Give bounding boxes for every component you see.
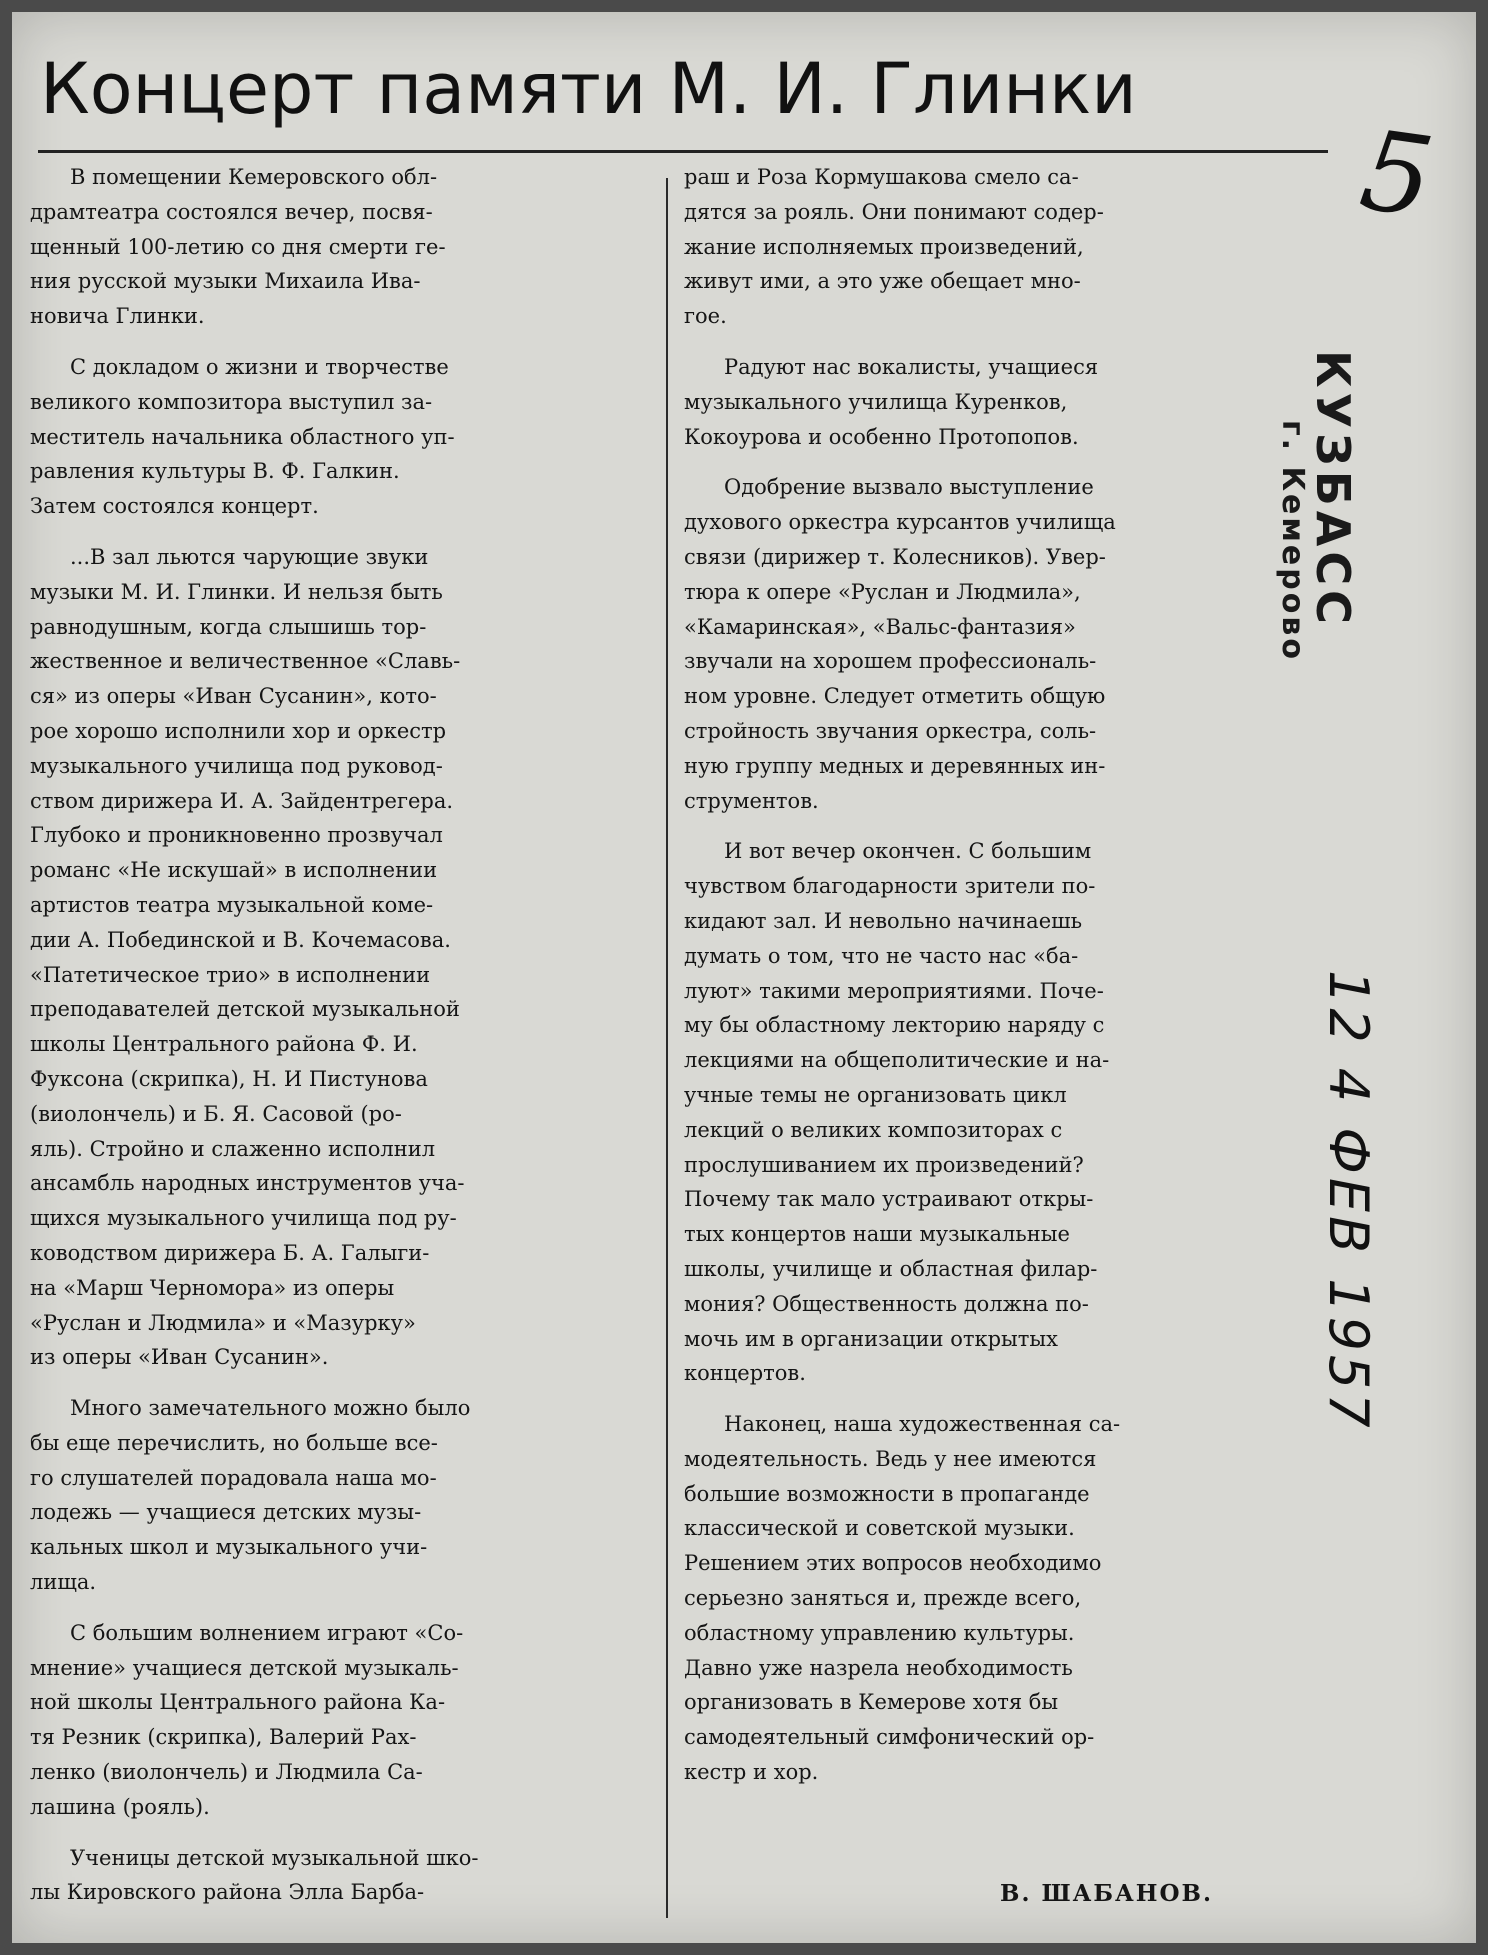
article-line: преподавателей детской музыкальной [30,997,460,1022]
article-line: новича Глинки. [30,304,205,329]
article-line: струментов. [684,788,819,813]
article-line: великого композитора выступил за- [30,389,433,414]
article-paragraph [30,1391,670,1600]
article-line: мочь им в организации открытых [684,1326,1058,1351]
article-line: кидают зал. И невольно начинаешь [684,908,1083,933]
article-line: школы Центрального района Ф. И. [30,1032,418,1057]
article-line: артистов театра музыкальной коме- [30,892,434,917]
article-line: ния русской музыки Михаила Ива- [30,269,421,294]
article-right-column [684,160,1304,1806]
article-line: Одобрение вызвало выступление [724,475,1094,500]
article-line: Затем состоялся концерт. [30,494,319,519]
article-line: «Патетическое трио» в исполнении [30,962,431,987]
article-paragraph [30,1616,670,1825]
article-line: равления культуры В. Ф. Галкин. [30,459,400,484]
article-line: равнодушным, когда слышишь тор- [30,614,427,639]
article-line: И вот вечер окончен. С большим [724,839,1092,864]
article-line: Радуют нас вокалисты, учащиеся [724,354,1099,379]
stamp-city: г. Кемерово [1275,420,1310,662]
article-title: Концерт памяти М. И. Глинки [40,48,1137,130]
article-line: ством дирижера И. А. Зайдентрегера. [30,788,454,813]
article-line: щенный 100-летию со дня смерти ге- [30,234,446,259]
article-paragraph [30,1841,670,1911]
article-line: связи (дирижер т. Колесников). Увер- [684,544,1106,569]
article-line: ную группу медных и деревянных ин- [684,753,1106,778]
article-line: стройность звучания оркестра, соль- [684,718,1097,743]
handwritten-archive-number: 5 [1353,105,1441,243]
article-paragraph [684,160,1304,334]
article-line: лекциями на общеполитические и на- [684,1048,1110,1073]
article-line: ансамбль народных инструментов уча- [30,1171,465,1196]
article-line: меститель начальника областного уп- [30,424,455,449]
article-line: большие возможности в пропаганде [684,1481,1090,1506]
article-line: организовать в Кемерове хотя бы [684,1690,1059,1715]
article-paragraph [684,470,1304,818]
article-left-column [30,160,670,1926]
article-line: думать о том, что не часто нас «ба- [684,943,1079,968]
article-line: лашина (рояль). [30,1794,210,1819]
article-line: ся» из оперы «Иван Сусанин», кото- [30,684,437,709]
article-line: модеятельность. Ведь у нее имеются [684,1446,1097,1471]
article-line: музыкального училища под руковод- [30,753,443,778]
article-line: рое хорошо исполнили хор и оркестр [30,718,447,743]
article-line: тюра к опере «Руслан и Людмила», [684,579,1081,604]
article-line: лодежь — учащиеся детских музы- [30,1500,422,1525]
article-paragraph [684,350,1304,454]
article-line: Много замечательного можно было [70,1396,471,1421]
article-line: на «Марш Черномора» из оперы [30,1275,395,1300]
article-line: самодеятельный симфонический ор- [684,1725,1095,1750]
article-line: раш и Роза Кормушакова смело са- [684,165,1079,189]
article-line: ководством дирижера Б. А. Галыги- [30,1240,430,1265]
article-line: Фуксона (скрипка), Н. И Пистунова [30,1066,428,1091]
article-line: мония? Общественность должна по- [684,1291,1089,1316]
article-line: тя Резник (скрипка), Валерий Рах- [30,1725,417,1750]
article-line: прослушиванием их произведений? [684,1152,1084,1177]
article-line: бы еще перечислить, но больше все- [30,1430,438,1455]
article-line: романс «Не искушай» в исполнении [30,858,438,883]
article-line: музыки М. И. Глинки. И нельзя быть [30,579,443,604]
column-divider [666,178,668,1918]
article-line: тых концертов наши музыкальные [684,1222,1070,1247]
article-line: кальных школ и музыкального учи- [30,1535,428,1560]
article-line: кестр и хор. [684,1760,819,1785]
article-line: учные темы не организовать цикл [684,1082,1067,1107]
article-line: из оперы «Иван Сусанин». [30,1345,329,1370]
article-line: С докладом о жизни и творчестве [70,354,449,379]
article-line: го слушателей порадовала наша мо- [30,1465,437,1490]
article-line: Ученицы детской музыкальной шко- [70,1845,479,1870]
article-line: школы, училище и областная филар- [684,1256,1098,1281]
article-line: звучали на хорошем профессиональ- [684,649,1097,674]
title-rule [38,150,1328,153]
article-line: лекций о великих композиторах с [684,1117,1063,1142]
article-byline: В. ШАБАНОВ. [1000,1880,1213,1907]
article-paragraph [684,834,1304,1391]
article-line: луют» такими мероприятиями. Поче- [684,978,1104,1003]
article-line: живут ими, а это уже обещает мно- [684,269,1081,294]
newspaper-stamp: КУЗБАСС [1306,350,1360,629]
article-paragraph [30,350,670,524]
article-line: Кокоурова и особенно Протопопов. [684,424,1079,449]
article-line: му бы областному лекторию наряду с [684,1013,1105,1038]
article-line: «Камаринская», «Вальс-фантазия» [684,614,1076,639]
article-line: С большим волнением играют «Со- [70,1620,464,1645]
article-line: (виолончель) и Б. Я. Сасовой (ро- [30,1101,402,1126]
article-line: классической и советской музыки. [684,1516,1075,1541]
article-line: Давно уже назрела необходимость [684,1655,1073,1680]
article-paragraph [30,160,670,334]
article-line: дии А. Побединской и В. Кочемасова. [30,927,451,952]
article-line: музыкального училища Куренков, [684,389,1068,414]
article-line: ной школы Центрального района Ка- [30,1690,446,1715]
article-line: ном уровне. Следует отметить общую [684,684,1106,709]
article-line: В помещении Кемеровского обл- [70,165,438,189]
article-line: чувством благодарности зрители по- [684,874,1096,899]
article-line: Глубоко и проникновенно прозвучал [30,823,443,848]
article-line: Почему так мало устраивают откры- [684,1187,1094,1212]
article-line: Наконец, наша художественная са- [724,1412,1121,1437]
article-line: «Руслан и Людмила» и «Мазурку» [30,1310,416,1335]
article-line: ленко (виолончель) и Людмила Са- [30,1760,423,1785]
article-line: драмтеатра состоялся вечер, посвя- [30,199,433,224]
article-line: дятся за рояль. Они понимают содер- [684,199,1104,224]
article-line: мнение» учащиеся детской музыкаль- [30,1655,459,1680]
article-line: щихся музыкального училища под ру- [30,1206,457,1231]
article-line: концертов. [684,1361,806,1386]
article-line: жание исполняемых произведений, [684,234,1084,259]
article-line: гое. [684,304,727,329]
handwritten-date: 12 4 ФЕВ 1957 [1317,970,1380,1432]
article-line: жественное и величественное «Славь- [30,649,461,674]
article-line: областному управлению культуры. [684,1620,1075,1645]
article-line: яль). Стройно и слаженно исполнил [30,1136,436,1161]
article-line: лы Кировского района Элла Барба- [30,1880,425,1905]
article-paragraph [684,1407,1304,1790]
article-line: духового оркестра курсантов училища [684,510,1116,535]
article-paragraph [30,540,670,1375]
article-line: Решением этих вопросов необходимо [684,1551,1102,1576]
article-line: лища. [30,1570,97,1595]
article-line: серьезно заняться и, прежде всего, [684,1586,1082,1611]
article-line: ...В зал льются чарующие звуки [70,544,429,569]
